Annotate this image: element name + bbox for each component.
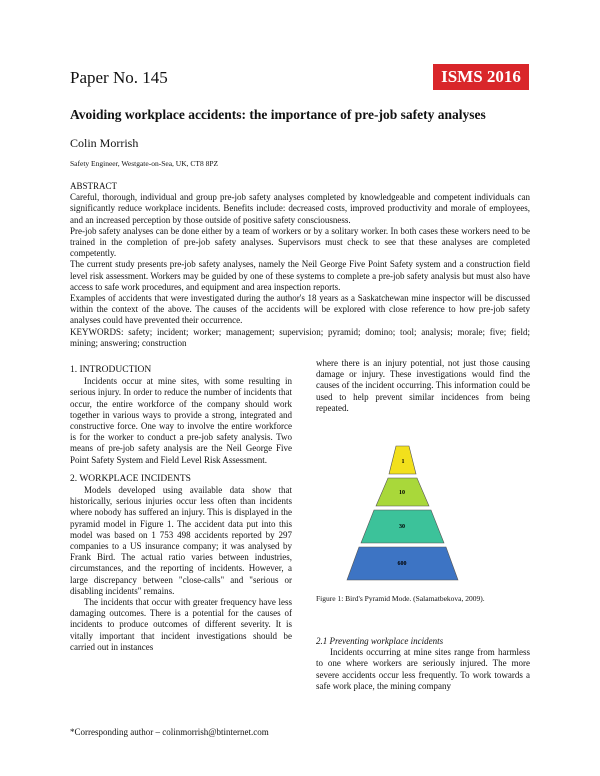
section-2-heading: 2. WORKPLACE INCIDENTS	[70, 473, 191, 484]
pyramid-label-30: 30	[399, 524, 405, 530]
section-1-heading: 1. INTRODUCTION	[70, 365, 152, 375]
figure-caption: Figure 1: Bird's Pyramid Mode. (Salamatbekova, 2009).	[316, 594, 485, 603]
keywords: KEYWORDS: safety; incident; worker; management; supervision; pyramid; domino; tool; analysis; morale; five; field; mining; answering; construction	[70, 326, 530, 348]
section-1-text: Incidents occur at mine sites, with some resulting in serious injury. In order to reduce the number of incidents that occur, the entire workforce of the company should work together in various ways to provide a strong, integrated and constructive force. One way to involve the entire workforce is for the worker to conduct a pre-job safety analysis. Two means of pre-job safety analysis are the Neil George Five Point Safety System and Field Level Risk Assessment.	[70, 376, 292, 465]
author-affiliation: Safety Engineer, Westgate-on-Sea, UK, CT8 8PZ	[70, 159, 219, 168]
conference-badge: ISMS 2016	[433, 64, 529, 90]
left-column	[70, 365, 292, 653]
corresponding-author-footnote: *Corresponding author – colinmorrish@btinternet.com	[70, 727, 269, 737]
abstract-paragraph: The current study presents pre-job safety analyses, namely the Neil George Five Point Safety system and a construction field level risk assessment. Workers may be guided by one of these systems to complete a pre-job safety analysis but must also have access to safe work procedures, and equipment and area inspection reports.	[70, 259, 530, 292]
section-2-1-text: Incidents occurring at mine sites range from harmless to one where workers are seriously injured. The more severe accidents occur less frequently. To work towards a safe work place, the mining company	[316, 647, 530, 691]
abstract-paragraph: Careful, thorough, individual and group pre-job safety analyses completed by knowledgeable and competent individuals can significantly reduce workplace incidents. Benefits include: decreased costs, improved productivity and morale of employees, and an increased perception by those outside of positive safety consciousness.	[70, 192, 530, 225]
paper-title: Avoiding workplace accidents: the importance of pre-job safety analyses	[70, 107, 486, 122]
abstract-paragraph: Examples of accidents that were investigated during the author's 18 years as a Saskatchewan mine inspector will be discussed within the context of the above. The causes of the accidents will be explored with close reference to how pre-job safety analyses could have prevented their occurrence.	[70, 293, 530, 326]
pyramid-label-10: 10	[399, 490, 405, 496]
abstract-heading: ABSTRACT	[70, 181, 118, 191]
section-2-paragraph: Models developed using available data show that historically, serious injuries occur less often than incidents where nobody has suffered an injury. This is displayed in the pyramid model in Figure 1. The accident data put into this model was based on 1 753 498 accidents reported by 297 companies to a US insurance company; it was analysed by Frank Bird. The actual ratio varies between industries, circumstances, and the reporting of incidents. However, a large discrepancy between "close-calls" and "serious or disabling incidents" remains.	[70, 485, 292, 596]
section-2-1-heading: 2.1 Preventing workplace incidents	[316, 636, 444, 646]
pyramid-label-1: 1	[401, 459, 405, 465]
section-2-paragraph: The incidents that occur with greater frequency have less damaging outcomes. There is a potential for the causes of incidents to produce outcomes of different severity. It is vitally important that incident investigations should be carried out in instances	[70, 597, 292, 652]
abstract-paragraph: Pre-job safety analyses can be done either by a team of workers or by a solitary worker. In both cases these workers need to be trained in the completion of pre-job safety analyses. Supervisors must check to see that these analyses are completed competently.	[70, 225, 530, 259]
author-name: Colin Morrish	[70, 136, 139, 150]
right-column-text: where there is an injury potential, not just those causing damage or injury. These investigations would find the causes of the incident occurring. This information could be used to help prevent similar incidences from being repeated.	[316, 358, 530, 413]
section-2-1	[316, 636, 530, 692]
abstract	[70, 181, 530, 349]
pyramid-label-600: 600	[397, 561, 407, 567]
birds-pyramid-figure	[317, 440, 489, 588]
paper-number: Paper No. 145	[70, 68, 168, 87]
